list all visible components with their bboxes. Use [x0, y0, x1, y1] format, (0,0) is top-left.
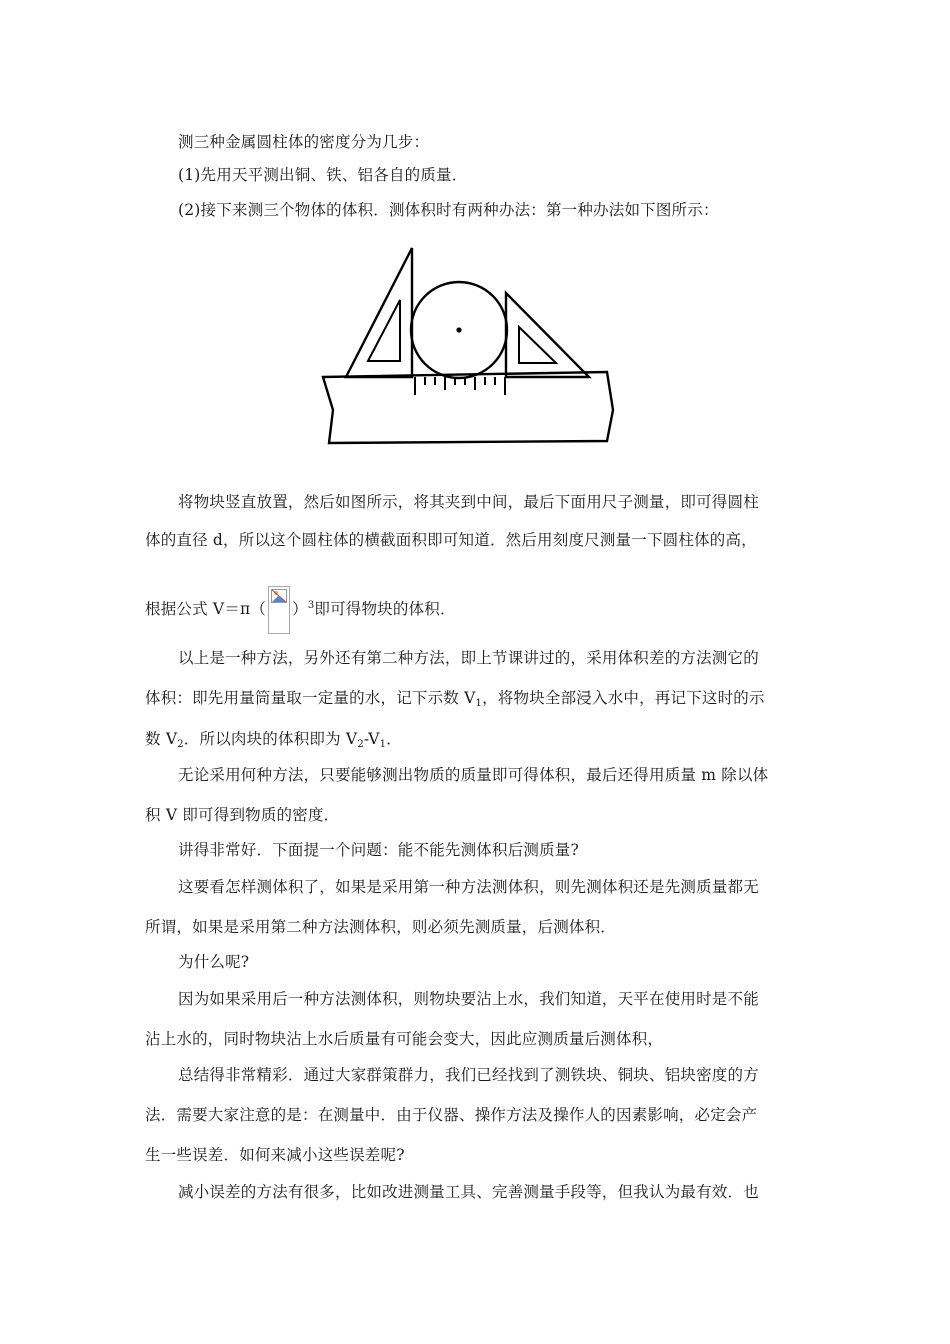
subscript: 1: [475, 698, 483, 709]
text: 数 V: [145, 730, 178, 748]
para-5-line-2: 所谓，如果是采用第二种方法测体积，则必须先测质量，后测体积．: [145, 918, 617, 936]
text: 体积：即先用量筒量取一定量的水，记下示数 V: [145, 689, 476, 707]
line-step-1: (1)先用天平测出铜、铁、铝各自的质量．: [178, 166, 468, 184]
para-7-line-1: 因为如果采用后一种方法测体积，则物块要沾上水，我们知道，天平在使用时是不能: [178, 990, 759, 1008]
formula-suffix: 即可得物块的体积．: [314, 600, 456, 618]
para-8-line-2: 法．需要大家注意的是：在测量中．由于仪器、操作方法及操作人的因素影响，必定会产: [145, 1106, 758, 1124]
ruler-ticks: [415, 377, 505, 395]
para-8-line-3: 生一些误差．如何来减小这些误差呢?: [145, 1146, 405, 1164]
ruler: [323, 372, 613, 443]
formula-prefix: 根据公式 V＝π（: [145, 600, 267, 618]
formula-close: ）: [292, 600, 308, 618]
para-1-line-1: 将物块竖直放置，然后如图所示，将其夹到中间，最后下面用尺子测量，即可得圆柱: [178, 493, 759, 511]
para-8-line-1: 总结得非常精彩．通过大家群策群力，我们已经找到了测铁块、铜块、铝块密度的方: [178, 1066, 759, 1084]
formula-image-placeholder: [268, 586, 290, 634]
para-2-line-3: [145, 727, 402, 750]
text: -V: [363, 730, 380, 748]
broken-image-icon: [271, 589, 287, 603]
measurement-diagram: [315, 245, 620, 450]
para-3-line-2: 积 V 即可得到物质的密度．: [145, 806, 340, 824]
subscript: 2: [177, 739, 184, 750]
text: ．: [386, 730, 402, 748]
para-9: 减小误差的方法有很多，比如改进测量工具、完善测量手段等，但我认为最有效．也: [178, 1183, 759, 1201]
circle-center-dot: [456, 327, 461, 332]
right-set-square-inner: [519, 327, 556, 363]
left-set-square: [346, 248, 412, 377]
para-7-line-2: 沾上水的，同时物块沾上水后质量有可能会变大，因此应测质量后测体积，: [145, 1030, 664, 1048]
line-intro: 测三种金属圆柱体的密度分为几步：: [178, 133, 430, 151]
para-1-line-2: 体的直径 d，所以这个圆柱体的横截面积即可知道．然后用刻度尺测量一下圆柱体的高，: [145, 531, 757, 549]
para-6: 为什么呢?: [178, 953, 250, 971]
text: ．所以肉块的体积即为 V: [183, 730, 358, 748]
subscript: 1: [379, 739, 387, 750]
text: ，将物块全部浸入水中，再记下这时的示: [482, 689, 765, 707]
para-5-line-1: 这要看怎样测体积了，如果是采用第一种方法测体积，则先测体积还是先测质量都无: [178, 878, 759, 896]
para-3-line-1: 无论采用何种方法，只要能够测出物质的质量即可得体积，最后还得用质量 m 除以体: [178, 766, 769, 784]
formula-line: [145, 582, 456, 630]
subscript: 2: [357, 739, 364, 750]
left-set-square-inner: [368, 300, 400, 361]
para-2-line-2: [145, 686, 765, 709]
line-step-2: (2)接下来测三个物体的体积．测体积时有两种办法：第一种办法如下图所示：: [178, 201, 719, 219]
para-4: 讲得非常好．下面提一个问题：能不能先测体积后测质量?: [178, 841, 580, 859]
formula-exponent: 3: [307, 600, 315, 611]
para-2-line-1: 以上是一种方法，另外还有第二种方法，即上节课讲过的，采用体积差的方法测它的: [178, 649, 759, 667]
